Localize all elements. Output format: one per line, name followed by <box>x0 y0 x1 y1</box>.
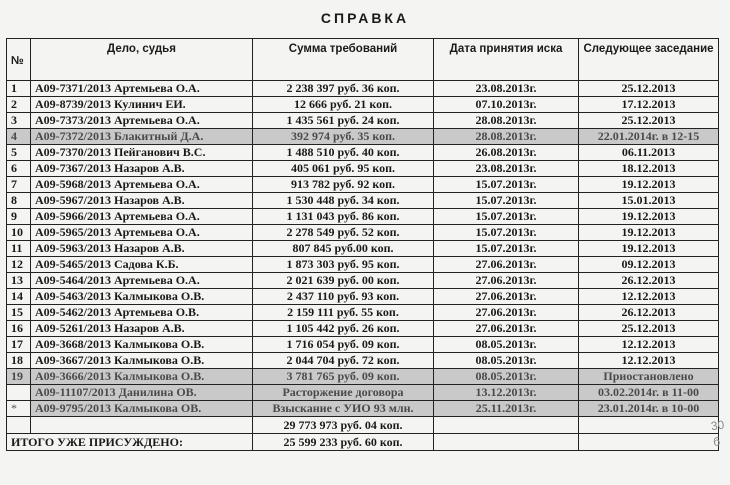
case-cell: А09-5462/2013 Артемьева О.В. <box>31 305 253 321</box>
amount-cell: 392 974 руб. 35 коп. <box>253 129 434 145</box>
row-number: 16 <box>7 321 31 337</box>
row-number: 19 <box>7 369 31 385</box>
next-hearing-cell: 12.12.2013 <box>579 353 719 369</box>
table-row <box>7 225 719 241</box>
row-number: 13 <box>7 273 31 289</box>
date-cell: 08.05.2013г. <box>434 369 579 385</box>
table-row <box>7 177 719 193</box>
case-cell: А09-3666/2013 Калмыкова О.В. <box>31 369 253 385</box>
row-number <box>7 385 31 401</box>
table-row <box>7 81 719 97</box>
date-cell: 23.08.2013г. <box>434 81 579 97</box>
table-row <box>7 113 719 129</box>
date-cell: 08.05.2013г. <box>434 353 579 369</box>
next-hearing-cell: 22.01.2014г. в 12-15 <box>579 129 719 145</box>
row-number: 10 <box>7 225 31 241</box>
table-row-highlighted <box>7 129 719 145</box>
row-number: 7 <box>7 177 31 193</box>
amount-cell: 913 782 руб. 92 коп. <box>253 177 434 193</box>
amount-cell: Расторжение договора <box>253 385 434 401</box>
row-number: 9 <box>7 209 31 225</box>
table-row-highlighted <box>7 401 719 417</box>
row-number: 4 <box>7 129 31 145</box>
date-cell: 27.06.2013г. <box>434 257 579 273</box>
next-hearing-cell: 23.01.2014г. в 10-00 <box>579 401 719 417</box>
next-hearing-cell: 12.12.2013 <box>579 337 719 353</box>
row-number: 2 <box>7 97 31 113</box>
date-cell: 15.07.2013г. <box>434 193 579 209</box>
date-cell: 07.10.2013г. <box>434 97 579 113</box>
table-row <box>7 257 719 273</box>
next-hearing-cell: 12.12.2013 <box>579 289 719 305</box>
case-cell: А09-3667/2013 Калмыкова О.В. <box>31 353 253 369</box>
next-hearing-cell: 19.12.2013 <box>579 209 719 225</box>
case-cell: А09-5463/2013 Калмыкова О.В. <box>31 289 253 305</box>
header-date: Дата принятия иска <box>434 39 579 81</box>
date-cell: 08.05.2013г. <box>434 337 579 353</box>
amount-cell: 3 781 765 руб. 09 коп. <box>253 369 434 385</box>
row-number: 8 <box>7 193 31 209</box>
case-cell: А09-7373/2013 Артемьева О.А. <box>31 113 253 129</box>
amount-cell: 2 238 397 руб. 36 коп. <box>253 81 434 97</box>
next-hearing-cell: 26.12.2013 <box>579 273 719 289</box>
next-hearing-cell: 18.12.2013 <box>579 161 719 177</box>
case-cell: А09-5968/2013 Артемьева О.А. <box>31 177 253 193</box>
row-number: 18 <box>7 353 31 369</box>
amount-cell: 807 845 руб.00 коп. <box>253 241 434 257</box>
amount-cell: 1 105 442 руб. 26 коп. <box>253 321 434 337</box>
case-cell: А09-5464/2013 Артемьева О.А. <box>31 273 253 289</box>
amount-cell: 1 131 043 руб. 86 коп. <box>253 209 434 225</box>
date-cell: 15.07.2013г. <box>434 241 579 257</box>
awarded-label: ИТОГО УЖЕ ПРИСУЖДЕНО: <box>7 434 253 451</box>
table-row <box>7 209 719 225</box>
date-cell: 27.06.2013г. <box>434 273 579 289</box>
table-row <box>7 273 719 289</box>
amount-cell: 2 044 704 руб. 72 коп. <box>253 353 434 369</box>
table-row <box>7 193 719 209</box>
date-cell: 26.08.2013г. <box>434 145 579 161</box>
case-cell: А09-7367/2013 Назаров А.В. <box>31 161 253 177</box>
date-cell: 13.12.2013г. <box>434 385 579 401</box>
awarded-amount: 25 599 233 руб. 60 коп. <box>253 434 434 451</box>
date-cell: 15.07.2013г. <box>434 177 579 193</box>
row-number: 17 <box>7 337 31 353</box>
row-number: 11 <box>7 241 31 257</box>
table-row <box>7 161 719 177</box>
date-cell: 15.07.2013г. <box>434 225 579 241</box>
next-hearing-cell: 25.12.2013 <box>579 321 719 337</box>
case-cell: А09-7370/2013 Пейганович В.С. <box>31 145 253 161</box>
case-cell: А09-5966/2013 Артемьева О.А. <box>31 209 253 225</box>
date-cell: 27.06.2013г. <box>434 321 579 337</box>
margin-pencil-note: 30 б <box>710 417 726 450</box>
date-cell: 15.07.2013г. <box>434 209 579 225</box>
table-row <box>7 321 719 337</box>
next-hearing-cell: 09.12.2013 <box>579 257 719 273</box>
table-row <box>7 353 719 369</box>
header-amount: Сумма требований <box>253 39 434 81</box>
row-number: 15 <box>7 305 31 321</box>
next-hearing-cell: 06.11.2013 <box>579 145 719 161</box>
amount-cell: 2 159 111 руб. 55 коп. <box>253 305 434 321</box>
case-cell: А09-5967/2013 Назаров А.В. <box>31 193 253 209</box>
date-cell: 27.06.2013г. <box>434 305 579 321</box>
cases-table <box>6 38 719 451</box>
next-hearing-cell: 25.12.2013 <box>579 113 719 129</box>
amount-cell: 2 021 639 руб. 00 коп. <box>253 273 434 289</box>
awarded-row <box>7 434 719 451</box>
amount-cell: 1 716 054 руб. 09 коп. <box>253 337 434 353</box>
header-next-hearing: Следующее заседание <box>579 39 719 81</box>
amount-cell: 2 278 549 руб. 52 коп. <box>253 225 434 241</box>
case-cell: А09-11107/2013 Данилина ОВ. <box>31 385 253 401</box>
row-number: 3 <box>7 113 31 129</box>
row-number: 12 <box>7 257 31 273</box>
case-cell: А09-7371/2013 Артемьева О.А. <box>31 81 253 97</box>
header-case: Дело, судья <box>31 39 253 81</box>
total-row <box>7 417 719 434</box>
next-hearing-cell: 19.12.2013 <box>579 177 719 193</box>
amount-cell: 1 435 561 руб. 24 коп. <box>253 113 434 129</box>
table-row <box>7 305 719 321</box>
table-header-row <box>7 39 719 81</box>
next-hearing-cell: Приостановлено <box>579 369 719 385</box>
header-no: № <box>7 39 31 81</box>
table-row <box>7 337 719 353</box>
total-amount: 29 773 973 руб. 04 коп. <box>253 417 434 434</box>
case-cell: А09-8739/2013 Кулинич ЕИ. <box>31 97 253 113</box>
date-cell: 25.11.2013г. <box>434 401 579 417</box>
table-row <box>7 97 719 113</box>
amount-cell: 1 488 510 руб. 40 коп. <box>253 145 434 161</box>
next-hearing-cell: 03.02.2014г. в 11-00 <box>579 385 719 401</box>
next-hearing-cell: 19.12.2013 <box>579 225 719 241</box>
amount-cell: 12 666 руб. 21 коп. <box>253 97 434 113</box>
case-cell: А09-3668/2013 Калмыкова О.В. <box>31 337 253 353</box>
table-row-highlighted <box>7 385 719 401</box>
table-row <box>7 289 719 305</box>
table-row <box>7 241 719 257</box>
row-number: * <box>7 401 31 417</box>
date-cell: 28.08.2013г. <box>434 129 579 145</box>
next-hearing-cell: 17.12.2013 <box>579 97 719 113</box>
case-cell: А09-9795/2013 Калмыкова ОВ. <box>31 401 253 417</box>
case-cell: А09-7372/2013 Блакитный Д.А. <box>31 129 253 145</box>
next-hearing-cell: 15.01.2013 <box>579 193 719 209</box>
row-number: 6 <box>7 161 31 177</box>
row-number: 1 <box>7 81 31 97</box>
next-hearing-cell: 26.12.2013 <box>579 305 719 321</box>
amount-cell: 1 530 448 руб. 34 коп. <box>253 193 434 209</box>
table-row <box>7 145 719 161</box>
next-hearing-cell: 19.12.2013 <box>579 241 719 257</box>
case-cell: А09-5465/2013 Садова К.Б. <box>31 257 253 273</box>
date-cell: 27.06.2013г. <box>434 289 579 305</box>
date-cell: 28.08.2013г. <box>434 113 579 129</box>
table-row-highlighted <box>7 369 719 385</box>
date-cell: 23.08.2013г. <box>434 161 579 177</box>
amount-cell: 405 061 руб. 95 коп. <box>253 161 434 177</box>
case-cell: А09-5261/2013 Назаров А.В. <box>31 321 253 337</box>
row-number: 14 <box>7 289 31 305</box>
amount-cell: 2 437 110 руб. 93 коп. <box>253 289 434 305</box>
amount-cell: Взыскание с УИО 93 млн. <box>253 401 434 417</box>
amount-cell: 1 873 303 руб. 95 коп. <box>253 257 434 273</box>
case-cell: А09-5963/2013 Назаров А.В. <box>31 241 253 257</box>
row-number: 5 <box>7 145 31 161</box>
case-cell: А09-5965/2013 Артемьева О.А. <box>31 225 253 241</box>
next-hearing-cell: 25.12.2013 <box>579 81 719 97</box>
document-title: СПРАВКА <box>320 10 410 26</box>
